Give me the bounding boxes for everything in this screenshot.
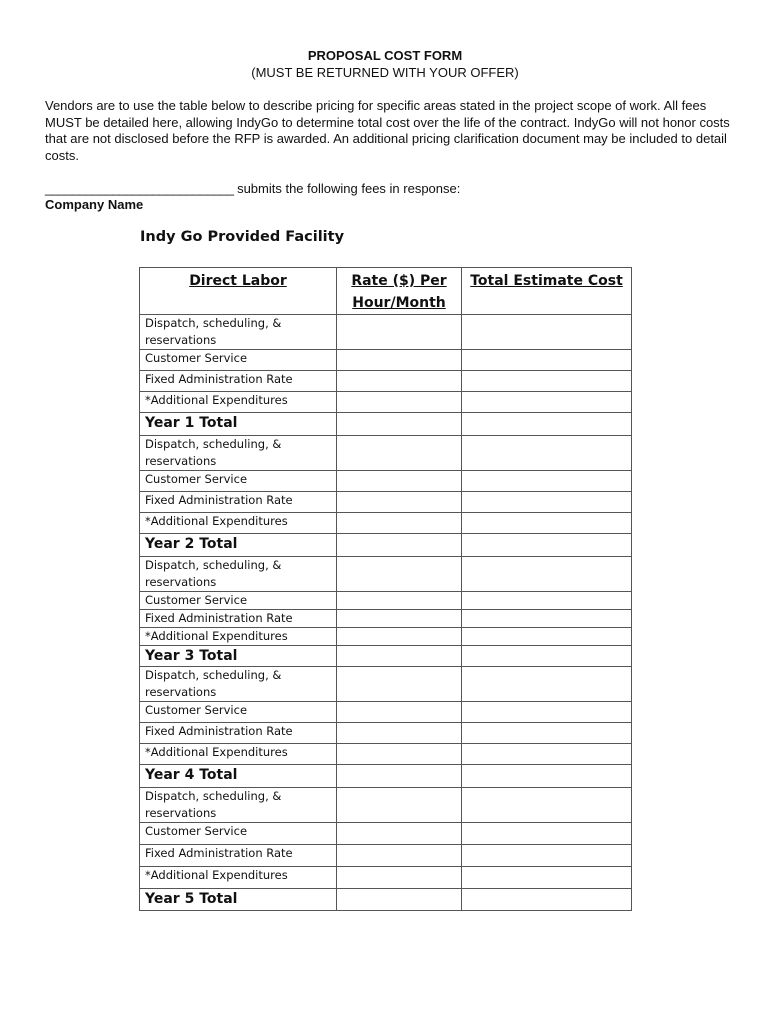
rate-cell[interactable] <box>337 413 462 436</box>
total-cell[interactable] <box>462 823 632 845</box>
year-3-total-label: Year 3 Total <box>140 646 337 667</box>
table-row <box>140 513 632 534</box>
facility-heading: Indy Go Provided Facility <box>140 229 345 245</box>
table-row <box>140 557 632 592</box>
table-row <box>140 723 632 744</box>
rate-cell[interactable] <box>337 350 462 371</box>
row-label-customer-service: Customer Service <box>140 823 337 845</box>
rate-cell[interactable] <box>337 744 462 765</box>
company-name-label: Company Name <box>45 197 144 212</box>
submission-line <box>45 181 460 196</box>
table-row <box>140 765 632 788</box>
table-row <box>140 628 632 646</box>
row-label-dispatch: Dispatch, scheduling, & reservations <box>140 436 337 471</box>
rate-cell[interactable] <box>337 765 462 788</box>
header-total-estimate: Total Estimate Cost <box>462 268 632 315</box>
table-row <box>140 744 632 765</box>
submission-text: submits the following fees in response: <box>233 181 461 196</box>
header-direct-labor: Direct Labor <box>140 268 337 315</box>
total-cell[interactable] <box>462 845 632 867</box>
intro-paragraph: Vendors are to use the table below to describe pricing for specific areas stated in the project scope of work. All fees MUST be detailed here, allowing IndyGo to determine total cost over the life of the contract. IndyGo will not honor costs that are not disclosed before the RFP is awarded. An additional pricing clarification document may be included to detail costs. <box>45 98 730 163</box>
header-rate: Rate ($) Per Hour/Month <box>337 268 462 315</box>
total-cell[interactable] <box>462 702 632 723</box>
row-label-customer-service: Customer Service <box>140 592 337 610</box>
total-cell[interactable] <box>462 436 632 471</box>
rate-cell[interactable] <box>337 702 462 723</box>
company-name-blank[interactable]: ____________________________ <box>45 181 234 196</box>
rate-cell[interactable] <box>337 592 462 610</box>
table-row <box>140 889 632 911</box>
row-label-additional: *Additional Expenditures <box>140 628 337 646</box>
row-label-customer-service: Customer Service <box>140 471 337 492</box>
total-cell[interactable] <box>462 413 632 436</box>
total-cell[interactable] <box>462 765 632 788</box>
rate-cell[interactable] <box>337 845 462 867</box>
table-row <box>140 610 632 628</box>
total-cell[interactable] <box>462 350 632 371</box>
row-label-dispatch: Dispatch, scheduling, & reservations <box>140 788 337 823</box>
row-label-fixed-admin: Fixed Administration Rate <box>140 492 337 513</box>
rate-cell[interactable] <box>337 371 462 392</box>
total-cell[interactable] <box>462 534 632 557</box>
row-label-additional: *Additional Expenditures <box>140 392 337 413</box>
rate-cell[interactable] <box>337 646 462 667</box>
rate-cell[interactable] <box>337 492 462 513</box>
total-cell[interactable] <box>462 867 632 889</box>
rate-cell[interactable] <box>337 513 462 534</box>
total-cell[interactable] <box>462 889 632 911</box>
table-row <box>140 823 632 845</box>
total-cell[interactable] <box>462 610 632 628</box>
total-cell[interactable] <box>462 513 632 534</box>
total-cell[interactable] <box>462 646 632 667</box>
table-row <box>140 315 632 350</box>
table-row <box>140 867 632 889</box>
cost-table <box>139 267 632 911</box>
total-cell[interactable] <box>462 723 632 744</box>
row-label-fixed-admin: Fixed Administration Rate <box>140 610 337 628</box>
table-row <box>140 392 632 413</box>
rate-cell[interactable] <box>337 628 462 646</box>
rate-cell[interactable] <box>337 534 462 557</box>
total-cell[interactable] <box>462 628 632 646</box>
row-label-additional: *Additional Expenditures <box>140 513 337 534</box>
row-label-customer-service: Customer Service <box>140 350 337 371</box>
row-label-fixed-admin: Fixed Administration Rate <box>140 723 337 744</box>
year-2-total-label: Year 2 Total <box>140 534 337 557</box>
table-row <box>140 845 632 867</box>
rate-cell[interactable] <box>337 723 462 744</box>
row-label-additional: *Additional Expenditures <box>140 744 337 765</box>
row-label-fixed-admin: Fixed Administration Rate <box>140 371 337 392</box>
row-label-customer-service: Customer Service <box>140 702 337 723</box>
rate-cell[interactable] <box>337 392 462 413</box>
year-5-total-label: Year 5 Total <box>140 889 337 911</box>
rate-cell[interactable] <box>337 557 462 592</box>
total-cell[interactable] <box>462 592 632 610</box>
table-row <box>140 350 632 371</box>
total-cell[interactable] <box>462 392 632 413</box>
table-row <box>140 436 632 471</box>
form-subtitle: (MUST BE RETURNED WITH YOUR OFFER) <box>251 65 519 80</box>
rate-cell[interactable] <box>337 823 462 845</box>
rate-cell[interactable] <box>337 788 462 823</box>
rate-cell[interactable] <box>337 667 462 702</box>
table-row <box>140 592 632 610</box>
total-cell[interactable] <box>462 667 632 702</box>
rate-cell[interactable] <box>337 436 462 471</box>
table-row <box>140 413 632 436</box>
table-row <box>140 667 632 702</box>
row-label-fixed-admin: Fixed Administration Rate <box>140 845 337 867</box>
rate-cell[interactable] <box>337 867 462 889</box>
row-label-dispatch: Dispatch, scheduling, & reservations <box>140 557 337 592</box>
table-row <box>140 788 632 823</box>
table-row <box>140 371 632 392</box>
table-row <box>140 702 632 723</box>
table-row <box>140 534 632 557</box>
row-label-dispatch: Dispatch, scheduling, & reservations <box>140 315 337 350</box>
year-4-total-label: Year 4 Total <box>140 765 337 788</box>
form-title: PROPOSAL COST FORM <box>307 48 463 63</box>
table-header-row <box>140 268 632 315</box>
total-cell[interactable] <box>462 492 632 513</box>
table-row <box>140 471 632 492</box>
total-cell[interactable] <box>462 788 632 823</box>
rate-cell[interactable] <box>337 610 462 628</box>
total-cell[interactable] <box>462 315 632 350</box>
total-cell[interactable] <box>462 744 632 765</box>
rate-cell[interactable] <box>337 471 462 492</box>
total-cell[interactable] <box>462 371 632 392</box>
total-cell[interactable] <box>462 471 632 492</box>
total-cell[interactable] <box>462 557 632 592</box>
table-row <box>140 492 632 513</box>
rate-cell[interactable] <box>337 315 462 350</box>
row-label-additional: *Additional Expenditures <box>140 867 337 889</box>
row-label-dispatch: Dispatch, scheduling, & reservations <box>140 667 337 702</box>
year-1-total-label: Year 1 Total <box>140 413 337 436</box>
table-row <box>140 646 632 667</box>
rate-cell[interactable] <box>337 889 462 911</box>
